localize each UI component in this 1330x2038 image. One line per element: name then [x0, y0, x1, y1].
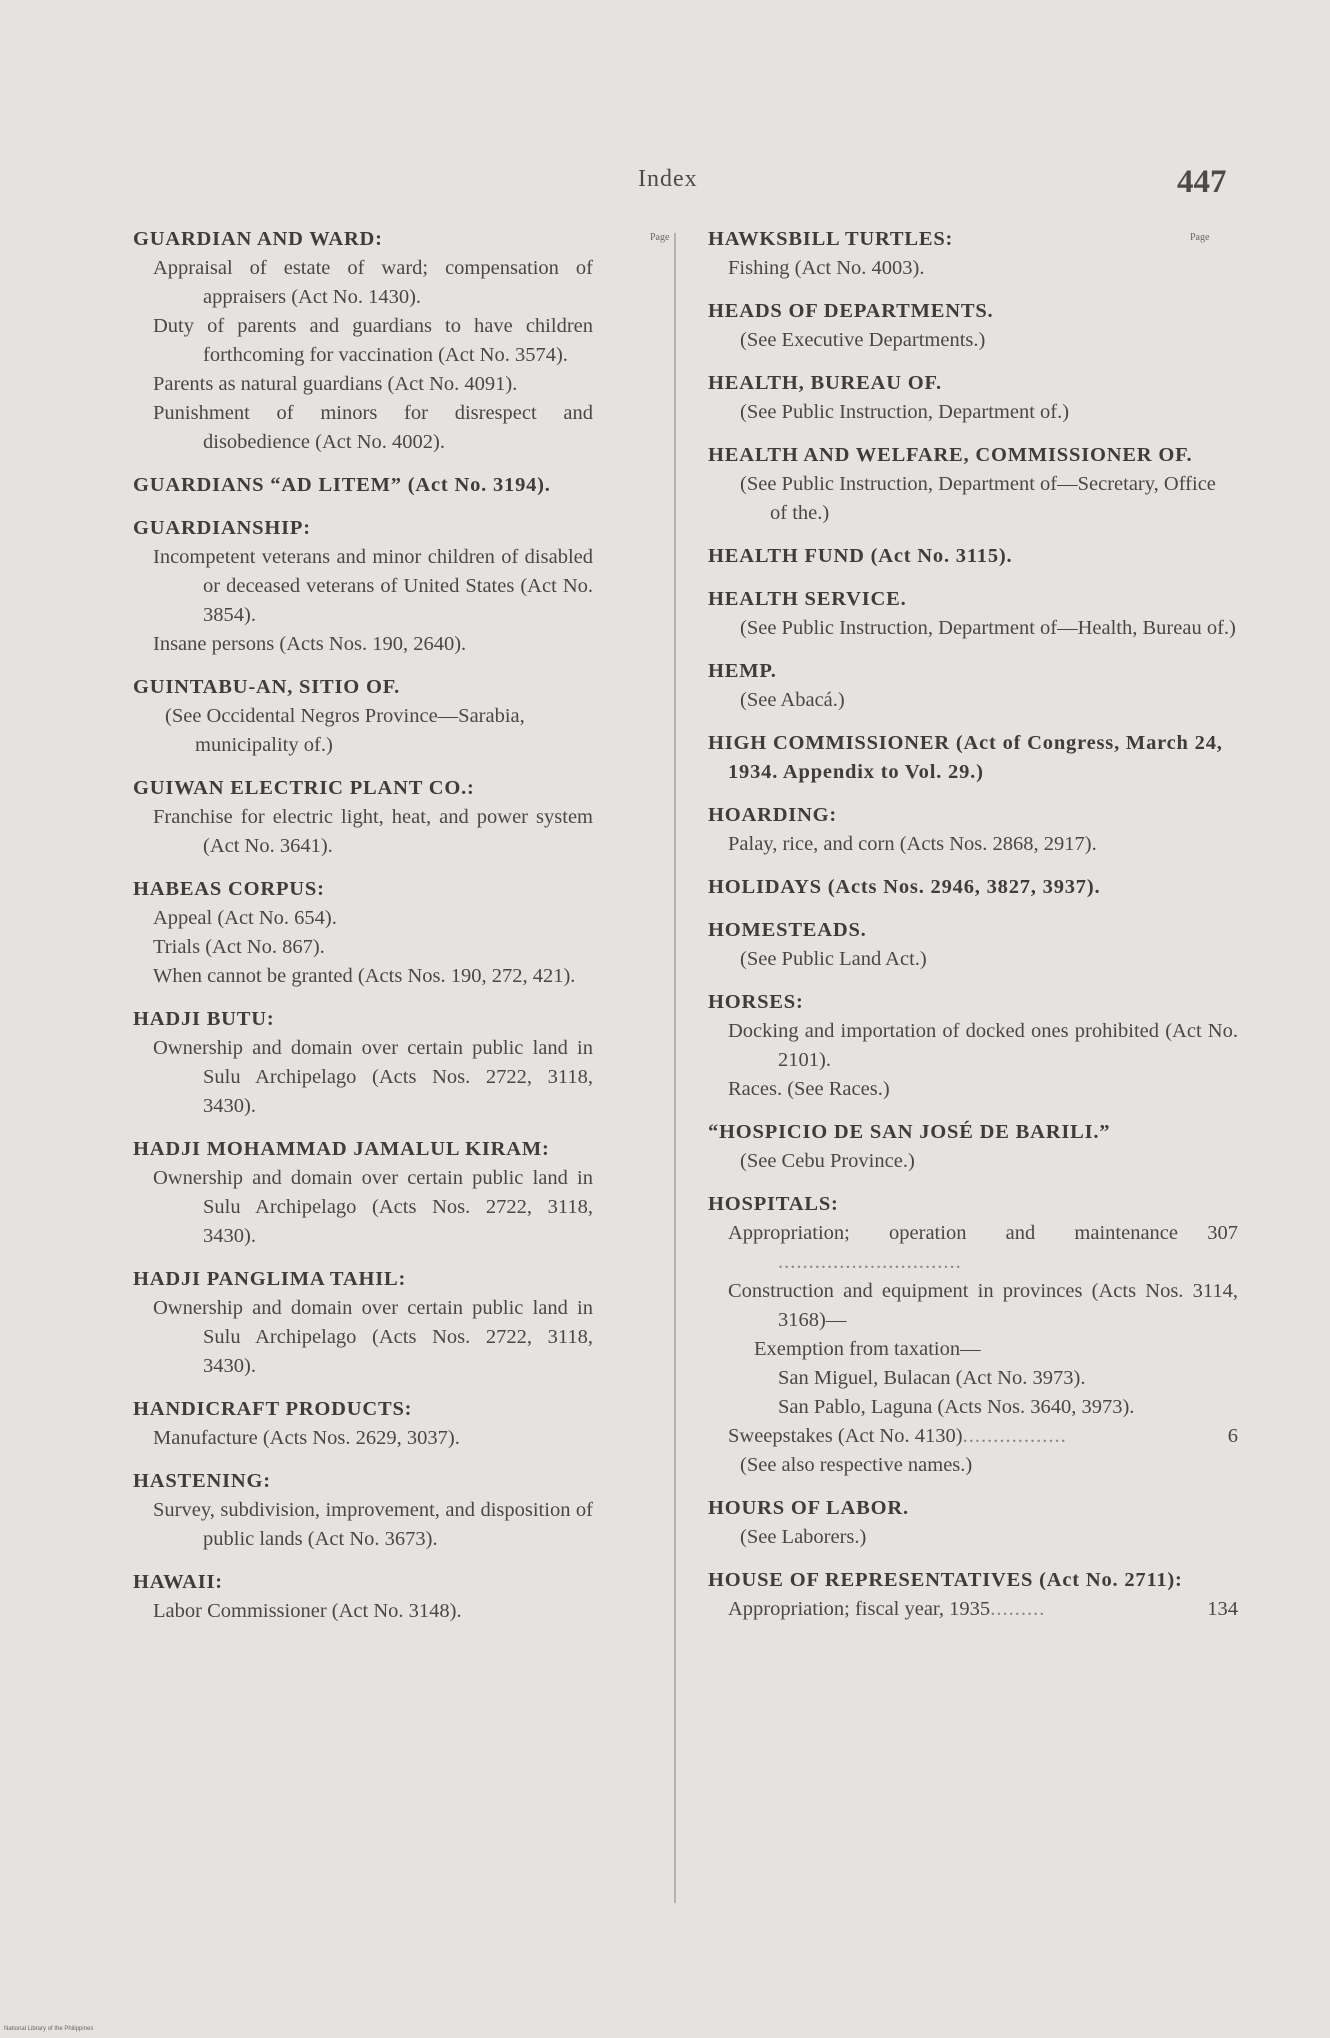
index-entry-high-commissioner [708, 729, 1238, 787]
entry-subitem: Parents as natural guardians (Act No. 4091). [153, 373, 518, 395]
subitem-text: Sweepstakes (Act No. 4130) [728, 1425, 963, 1447]
index-entry [133, 1568, 593, 1626]
entry-heading: HEMP. [708, 660, 777, 682]
index-entry [133, 875, 593, 991]
index-entry [133, 774, 593, 861]
index-entry [133, 1265, 593, 1381]
running-head: Index [638, 166, 698, 192]
dot-leaders: ................. [962, 1425, 1067, 1447]
entry-subitem: Ownership and domain over certain public land in Sulu Archipelago (Acts Nos. 2722, 3118, 3430). [153, 1167, 593, 1247]
index-entry [133, 225, 593, 457]
entry-heading: HOMESTEADS. [708, 919, 867, 941]
index-entry [133, 1005, 593, 1121]
entry-subitem [708, 1422, 1178, 1451]
entry-subitem: Survey, subdivision, improvement, and disposition of public lands (Act No. 3673). [153, 1499, 593, 1550]
entry-heading: GUARDIAN AND WARD: [133, 228, 383, 250]
entry-subitem: Trials (Act No. 867). [153, 936, 325, 958]
entry-heading: HORSES: [708, 991, 804, 1013]
entry-subitem: Duty of parents and guardians to have children forthcoming for vaccination (Act No. 3574). [153, 315, 593, 366]
dot-leaders: .............................. [778, 1251, 962, 1273]
index-entry [133, 1135, 593, 1251]
subitem-text: Appropriation; fiscal year, 1935 [728, 1598, 991, 1620]
index-entry [133, 1395, 593, 1453]
entry-heading: “HOSPICIO DE SAN JOSÉ DE BARILI.” [708, 1121, 1111, 1143]
page-number: 447 [1177, 164, 1227, 200]
index-entry-hospitals [708, 1190, 1238, 1480]
index-entry-house [708, 1566, 1238, 1624]
entry-subitem: Ownership and domain over certain public land in Sulu Archipelago (Acts Nos. 2722, 3118, 3430). [153, 1037, 593, 1117]
column-divider [674, 233, 676, 1903]
entry-heading: HASTENING: [133, 1470, 271, 1492]
entry-subitem-with-page [708, 1219, 1238, 1277]
entry-cross-reference: (See Public Land Act.) [740, 948, 927, 970]
entry-heading: GUARDIANS “AD LITEM” (Act No. 3194). [133, 474, 551, 496]
index-entry-holidays [708, 873, 1238, 902]
index-entry-hours [708, 1494, 1238, 1552]
entry-heading: HEALTH SERVICE. [708, 588, 907, 610]
index-entry-health-fund [708, 542, 1238, 571]
entry-heading: HANDICRAFT PRODUCTS: [133, 1398, 413, 1420]
right-column [708, 225, 1238, 1638]
entry-heading: HABEAS CORPUS: [133, 878, 325, 900]
entry-subitem: Manufacture (Acts Nos. 2629, 3037). [153, 1427, 460, 1449]
entry-heading: HOARDING: [708, 804, 838, 826]
entry-subitem: Franchise for electric light, heat, and power system (Act No. 3641). [153, 806, 593, 857]
entry-subitem [708, 1219, 1178, 1277]
entry-heading: HIGH COMMISSIONER (Act of Congress, March 24, 1934. Appendix to Vol. 29.) [708, 732, 1223, 783]
entry-subitem: Races. (See Races.) [728, 1078, 890, 1100]
index-entry-hospicio [708, 1118, 1238, 1176]
page-reference: 307 [1207, 1222, 1238, 1244]
entry-subitem: Punishment of minors for disrespect and disobedience (Act No. 4002). [153, 402, 593, 453]
entry-subitem: Labor Commissioner (Act No. 3148). [153, 1600, 462, 1622]
entry-heading: HEADS OF DEPARTMENTS. [708, 300, 994, 322]
entry-cross-reference: (See also respective names.) [740, 1454, 973, 1476]
entry-subitem-with-page [708, 1422, 1238, 1451]
page-reference: 134 [1207, 1598, 1238, 1620]
index-entry [133, 514, 593, 659]
entry-heading: HADJI PANGLIMA TAHIL: [133, 1268, 407, 1290]
entry-heading: HAWAII: [133, 1571, 223, 1593]
entry-heading: HOURS OF LABOR. [708, 1497, 909, 1519]
entry-subitem [708, 1595, 1178, 1624]
entry-subitem: Appraisal of estate of ward; compensation of appraisers (Act No. 1430). [153, 257, 593, 308]
entry-heading: HOSPITALS: [708, 1193, 839, 1215]
index-entry-health-bureau [708, 369, 1238, 427]
entry-cross-reference: (See Cebu Province.) [740, 1150, 915, 1172]
entry-subitem: Exemption from taxation— [754, 1338, 981, 1360]
entry-subitem: Docking and importation of docked ones prohibited (Act No. 2101). [728, 1020, 1238, 1071]
entry-subitem: San Miguel, Bulacan (Act No. 3973). [778, 1367, 1086, 1389]
entry-cross-reference: (See Public Instruction, Department of—Secretary, Office of the.) [740, 473, 1216, 524]
entry-subitem: Incompetent veterans and minor children of disabled or deceased veterans of United States (Act No. 3854). [153, 546, 593, 626]
entry-cross-reference: (See Occidental Negros Province—Sarabia, municipality of.) [165, 705, 525, 756]
entry-subitem: Palay, rice, and corn (Acts Nos. 2868, 2917). [728, 833, 1097, 855]
entry-subitem: Appeal (Act No. 654). [153, 907, 337, 929]
entry-subitem: Ownership and domain over certain public land in Sulu Archipelago (Acts Nos. 2722, 3118, 3430). [153, 1297, 593, 1377]
index-entry-health-welfare [708, 441, 1238, 528]
entry-heading: GUARDIANSHIP: [133, 517, 311, 539]
index-entry [133, 471, 593, 500]
entry-subitem: When cannot be granted (Acts Nos. 190, 272, 421). [153, 965, 576, 987]
index-entry-homesteads [708, 916, 1238, 974]
page-column-label-left: Page [650, 232, 670, 243]
entry-heading: HADJI BUTU: [133, 1008, 275, 1030]
entry-heading: HOUSE OF REPRESENTATIVES (Act No. 2711): [708, 1569, 1183, 1591]
entry-subitem: Fishing (Act No. 4003). [728, 257, 925, 279]
index-entry [133, 673, 593, 760]
entry-heading: HADJI MOHAMMAD JAMALUL KIRAM: [133, 1138, 550, 1160]
index-entry-hoarding [708, 801, 1238, 859]
entry-heading: GUINTABU-AN, SITIO OF. [133, 676, 401, 698]
index-entry [133, 1467, 593, 1554]
entry-subitem: San Pablo, Laguna (Acts Nos. 3640, 3973). [778, 1396, 1135, 1418]
page-reference: 6 [1227, 1425, 1238, 1447]
entry-heading: GUIWAN ELECTRIC PLANT CO.: [133, 777, 475, 799]
entry-heading: HAWKSBILL TURTLES: [708, 228, 954, 250]
entry-cross-reference: (See Laborers.) [740, 1526, 867, 1548]
index-entry-hawksbill [708, 225, 1238, 283]
subitem-text: Appropriation; operation and maintenance [728, 1222, 1178, 1244]
entry-subitem: Insane persons (Acts Nos. 190, 2640). [153, 633, 467, 655]
entry-heading: HEALTH, BUREAU OF. [708, 372, 942, 394]
index-entry-heads [708, 297, 1238, 355]
dot-leaders: ......... [990, 1598, 1046, 1620]
entry-cross-reference: (See Public Instruction, Department of—Health, Bureau of.) [740, 617, 1236, 639]
index-entry-hemp [708, 657, 1238, 715]
index-entry-horses [708, 988, 1238, 1104]
entry-cross-reference: (See Executive Departments.) [740, 329, 986, 351]
entry-cross-reference: (See Abacá.) [740, 689, 845, 711]
entry-heading: HEALTH FUND (Act No. 3115). [708, 545, 1013, 567]
page-column-label-right: Page [1190, 232, 1210, 243]
entry-subitem-with-page [708, 1595, 1238, 1624]
entry-subitem: Construction and equipment in provinces (Acts Nos. 3114, 3168)— [728, 1280, 1238, 1331]
digitization-credit: National Library of the Philippines [4, 2026, 94, 2032]
entry-heading: HEALTH AND WELFARE, COMMISSIONER OF. [708, 444, 1193, 466]
entry-cross-reference: (See Public Instruction, Department of.) [740, 401, 1070, 423]
entry-heading: HOLIDAYS (Acts Nos. 2946, 3827, 3937). [708, 876, 1101, 898]
left-column [133, 225, 593, 1640]
index-entry-health-service [708, 585, 1238, 643]
